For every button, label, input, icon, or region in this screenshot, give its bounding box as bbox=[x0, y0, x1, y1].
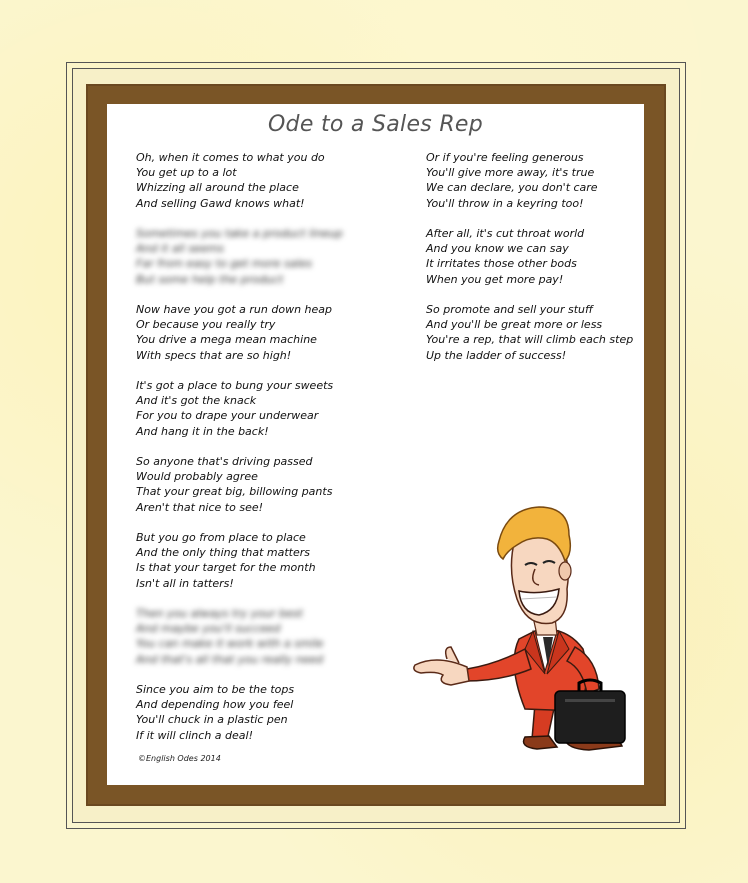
stanza bbox=[136, 682, 366, 743]
poem-line: Isn't all in tatters! bbox=[136, 576, 234, 590]
stanza bbox=[136, 150, 366, 211]
poem-line: For you to drape your underwear bbox=[136, 409, 319, 423]
poem-line: Or if you're feeling generous bbox=[426, 151, 584, 164]
poem-line: So anyone that's driving passed bbox=[136, 455, 313, 468]
sales-rep-cartoon bbox=[407, 499, 632, 754]
poem-line-blurred: And it all seems bbox=[136, 242, 224, 256]
poem-line: When you get more pay! bbox=[426, 272, 564, 286]
poem-line: Whizzing all around the place bbox=[136, 181, 299, 195]
poem-line: Is that your target for the month bbox=[136, 561, 316, 575]
poem-line: Up the ladder of success! bbox=[426, 348, 567, 362]
poem-line: You'll throw in a keyring too! bbox=[426, 196, 584, 210]
poem-line: You're a rep, that will climb each step bbox=[426, 333, 634, 347]
poem-title: Ode to a Sales Rep bbox=[267, 112, 484, 137]
right-column bbox=[426, 150, 636, 378]
poem-sheet bbox=[107, 104, 644, 785]
poem-line: It's got a place to bung your sweets bbox=[136, 379, 334, 392]
stanza bbox=[136, 530, 366, 591]
poem-line: And you'll be great more or less bbox=[426, 318, 603, 332]
poem-line-blurred: Then you always try your best bbox=[136, 607, 303, 620]
poem-line-blurred: But some help the product bbox=[136, 272, 284, 286]
poem-line: Aren't that nice to see! bbox=[136, 500, 264, 514]
poem-line-blurred: Far from easy to get more sales bbox=[136, 257, 313, 271]
poem-line: If it will clinch a deal! bbox=[136, 728, 253, 742]
poem-line: And it's got the knack bbox=[136, 394, 257, 408]
poem-line: Or because you really try bbox=[136, 318, 276, 332]
poem-line: You'll chuck in a plastic pen bbox=[136, 713, 288, 727]
poem-line: After all, it's cut throat world bbox=[426, 227, 585, 240]
stanza bbox=[426, 302, 636, 363]
poem-line: We can declare, you don't care bbox=[426, 181, 598, 195]
poem-line: And hang it in the back! bbox=[136, 424, 269, 438]
stanza bbox=[426, 150, 636, 211]
blurred-stanza bbox=[136, 606, 366, 667]
poem-line-blurred: Sometimes you take a product lineup bbox=[136, 227, 343, 240]
poem-line: And depending how you feel bbox=[136, 698, 294, 712]
stanza bbox=[136, 454, 366, 515]
stanza bbox=[136, 302, 366, 363]
poem-line: You'll give more away, it's true bbox=[426, 166, 595, 180]
poem-line: But you go from place to place bbox=[136, 531, 306, 544]
poem-line: Would probably agree bbox=[136, 470, 258, 484]
poem-line: That your great big, billowing pants bbox=[136, 485, 333, 499]
stanza bbox=[136, 378, 366, 439]
left-column bbox=[136, 150, 366, 758]
poem-line: Oh, when it comes to what you do bbox=[136, 151, 325, 164]
poem-line: With specs that are so high! bbox=[136, 348, 292, 362]
poem-line: Since you aim to be the tops bbox=[136, 683, 295, 696]
poem-line-blurred: You can make it work with a smile bbox=[136, 637, 324, 651]
poem-line: It irritates those other bods bbox=[426, 257, 577, 271]
poem-line: You drive a mega mean machine bbox=[136, 333, 317, 347]
poem-line: And the only thing that matters bbox=[136, 546, 311, 560]
poem-line-blurred: And maybe you'll succeed bbox=[136, 622, 281, 636]
copyright-notice: ©English Odes 2014 bbox=[138, 754, 221, 763]
poem-line: Now have you got a run down heap bbox=[136, 303, 333, 316]
poem-line: You get up to a lot bbox=[136, 166, 237, 180]
poem-line: And selling Gawd knows what! bbox=[136, 196, 305, 210]
stanza bbox=[426, 226, 636, 287]
poem-line: And you know we can say bbox=[426, 242, 569, 256]
poem-line-blurred: And that's all that you really need bbox=[136, 652, 324, 666]
blurred-stanza bbox=[136, 226, 366, 287]
poem-line: So promote and sell your stuff bbox=[426, 303, 593, 316]
